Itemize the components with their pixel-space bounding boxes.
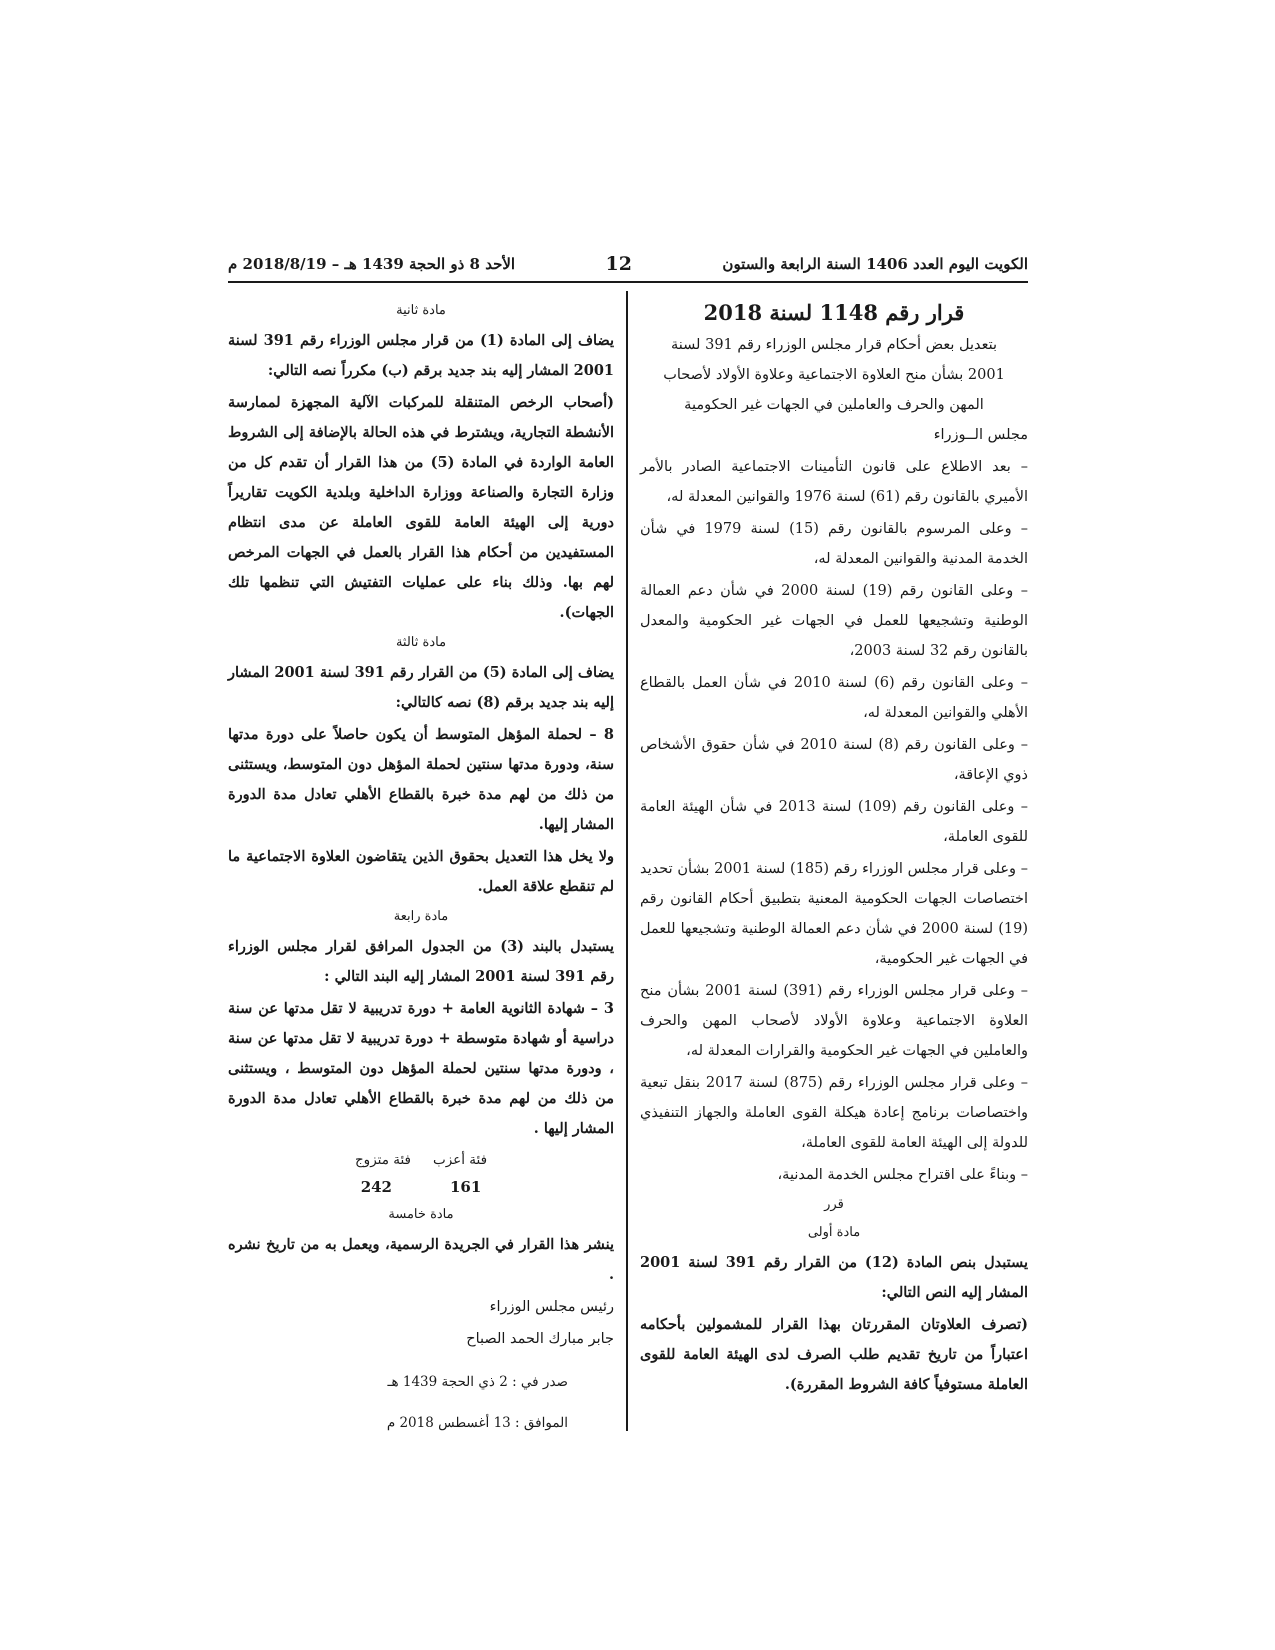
article-5-title: مادة خامسة [388, 1207, 454, 1222]
issued-hijri: صدر في : 2 ذي الحجة 1439 هـ [387, 1373, 568, 1390]
label-single: فئة أعزب [433, 1152, 488, 1168]
value-single: 161 [450, 1178, 482, 1196]
decree-title: قرار رقم 1148 لسنة 2018 [703, 300, 965, 325]
article-3-item: 8 – لحملة المؤهل المتوسط أن يكون حاصلاً على دورة مدتها سنة، ودورة مدتها سنتين لحملة المؤهل دون المتوسط، ويستثنى من ذلك من لهم مدة خبرة بالقطاع الأهلي تعادل مدة الدورة المشار إليها. [228, 726, 614, 833]
article-1-text: (تصرف العلاوتان المقررتان بهذا القرار للمشمولين بأحكامه اعتباراً من تاريخ تقديم طلب الصرف لدى الهيئة العامة للقوى العاملة مستوفياً كافة الشروط المقررة). [640, 1316, 1028, 1393]
left-column [228, 296, 614, 1451]
article-1-title: مادة أولى [807, 1225, 861, 1240]
header-issue-info: الكويت اليوم العدد 1406 السنة الرابعة والستون [722, 255, 1028, 273]
decree-subtitle: بتعديل بعض أحكام قرار مجلس الوزراء رقم 391 لسنة 2001 بشأن منح العلاوة الاجتماعية وعلاوة الأولاد لأصحاب المهن والحرف والعاملين في الجهات غير الحكومية [663, 337, 1005, 413]
preamble-item: – وعلى القانون رقم (109) لسنة 2013 في شأن الهيئة العامة للقوى العاملة، [640, 799, 1028, 845]
page-number: 12 [605, 253, 632, 275]
right-column [640, 296, 1028, 1402]
signatory-title: رئيس مجلس الوزراء [489, 1299, 614, 1315]
decided-heading: قرر [824, 1197, 844, 1212]
preamble-item: – وعلى قرار مجلس الوزراء رقم (391) لسنة 2001 بشأن منح العلاوة الاجتماعية وعلاوة الأولاد لأصحاب المهن والحرف والعاملين في الجهات غير الحكومية والقرارات المعدلة له، [640, 983, 1028, 1059]
article-3-intro: يضاف إلى المادة (5) من القرار رقم 391 لسنة 2001 المشار إليه بند جديد برقم (8) نصه كالتالي: [228, 664, 614, 711]
article-4-intro: يستبدل بالبند (3) من الجدول المرافق لقرار مجلس الوزراء رقم 391 لسنة 2001 المشار إليه البند التالي : [228, 938, 614, 985]
article-1-intro: يستبدل بنص المادة (12) من القرار رقم 391 لسنة 2001 المشار إليه النص التالي: [640, 1254, 1028, 1301]
preamble-item: – وعلى قرار مجلس الوزراء رقم (875) لسنة 2017 بنقل تبعية واختصاصات برنامج إعادة هيكلة القوى العاملة والجهاز التنفيذي للدولة إلى الهيئة العامة للقوى العاملة، [640, 1075, 1028, 1151]
preamble-item: – وعلى القانون رقم (6) لسنة 2010 في شأن العمل بالقطاع الأهلي والقوانين المعدلة له، [640, 675, 1028, 721]
article-4-title: مادة رابعة [393, 909, 449, 924]
preamble-item: – بعد الاطلاع على قانون التأمينات الاجتماعية الصادر بالأمر الأميري بالقانون رقم (61) لسنة 1976 والقوانين المعدلة له، [640, 459, 1028, 505]
article-3-note: ولا يخل هذا التعديل بحقوق الذين يتقاضون العلاوة الاجتماعية ما لم تنقطع علاقة العمل. [228, 848, 614, 895]
label-married: فئة متزوج [354, 1152, 412, 1168]
council-heading: مجلس الــوزراء [933, 427, 1028, 443]
article-3-title: مادة ثالثة [395, 635, 447, 650]
signatory-name: جابر مبارك الحمد الصباح [466, 1331, 614, 1347]
article-2-text: (أصحاب الرخص المتنقلة للمركبات الآلية المجهزة لممارسة الأنشطة التجارية، ويشترط في هذه الحالة بالإضافة إلى الشروط العامة الواردة في المادة (5) من هذا القرار أن تقدم كل من وزارة التجارة والصناعة ووزارة الداخلية وبلدية الكويت تقاريراً دورية إلى الهيئة العامة للقوى العاملة عن مدى انتظام المستفيدين من أحكام هذا القرار بالعمل في الجهات المرخص لهم بها. وذلك بناء على عمليات التفتيش التي تنظمها تلك الجهات). [228, 394, 614, 621]
column-divider [626, 291, 628, 1431]
page-header [228, 247, 1028, 283]
preamble-item: – وعلى القانون رقم (8) لسنة 2010 في شأن حقوق الأشخاص ذوي الإعاقة، [640, 737, 1028, 783]
preamble-item: – وبناءً على اقتراح مجلس الخدمة المدنية، [777, 1167, 1028, 1183]
preamble-item: – وعلى القانون رقم (19) لسنة 2000 في شأن دعم العمالة الوطنية وتشجيعها للعمل في الجهات غير الحكومية والمعدل بالقانون رقم 32 لسنة 2003، [640, 583, 1028, 659]
issued-gregorian: الموافق : 13 أغسطس 2018 م [386, 1415, 568, 1431]
header-date: الأحد 8 ذو الحجة 1439 هـ – 2018/8/19 م [228, 255, 516, 273]
article-2-title: مادة ثانية [396, 303, 446, 318]
preamble-item: – وعلى قرار مجلس الوزراء رقم (185) لسنة 2001 بشأن تحديد اختصاصات الجهات الحكومية المعنية بتطبيق أحكام القانون رقم (19) لسنة 2000 في شأن دعم العمالة الوطنية وتشجيعها للعمل في الجهات غير الحكومية، [640, 861, 1028, 967]
value-married: 242 [360, 1178, 392, 1196]
preamble-item: – وعلى المرسوم بالقانون رقم (15) لسنة 1979 في شأن الخدمة المدنية والقوانين المعدلة له، [640, 521, 1028, 567]
allowance-table-values [228, 1174, 614, 1200]
article-4-item: 3 – شهادة الثانوية العامة + دورة تدريبية لا تقل مدتها عن سنة دراسية أو شهادة متوسطة + دورة تدريبية لا تقل مدتها عن سنة ، ودورة مدتها سنتين لحملة المؤهل دون المتوسط ، ويستثنى من ذلك من لهم مدة خبرة بالقطاع الأهلي تعادل مدة الدورة المشار إليها . [228, 1000, 614, 1137]
article-5-text: ينشر هذا القرار في الجريدة الرسمية، ويعمل به من تاريخ نشره . [228, 1236, 614, 1283]
article-2-intro: يضاف إلى المادة (1) من قرار مجلس الوزراء رقم 391 لسنة 2001 المشار إليه بند جديد برقم (ب) مكرراً نصه التالي: [228, 332, 615, 379]
allowance-table-labels [228, 1146, 614, 1174]
